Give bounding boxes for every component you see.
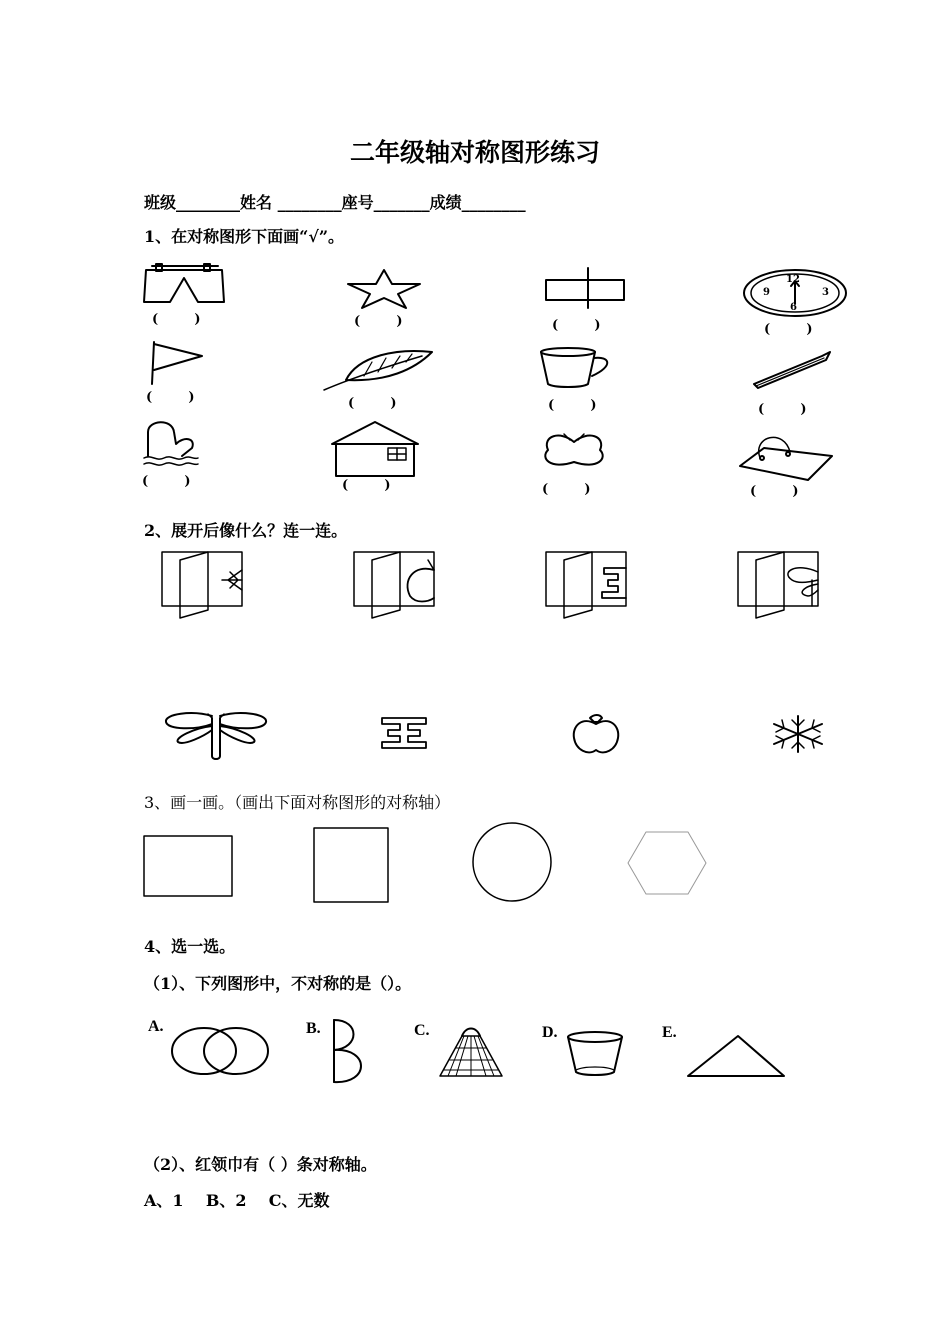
clock-number-6: 6	[790, 302, 797, 313]
clock-number-12: 12	[786, 274, 800, 285]
answer-paren-10[interactable]: ( )	[342, 478, 391, 493]
answer-paren-3[interactable]: ( )	[552, 318, 601, 333]
apple-icon	[570, 712, 622, 756]
page-title: 二年级轴对称图形练习	[349, 138, 600, 167]
q4-sub2-answers[interactable]: A、1 B、2 C、无数	[144, 1191, 330, 1210]
flag-icon	[148, 340, 206, 386]
answer-paren-11[interactable]: ( )	[542, 482, 591, 497]
pencil-icon	[752, 350, 832, 390]
shorts-icon	[142, 264, 228, 306]
folded-apple-icon	[352, 550, 438, 620]
student-info-line[interactable]: 班级________姓名 ________座号_______成绩________	[144, 193, 526, 212]
shuttlecock-icon	[438, 1024, 504, 1080]
house-icon	[330, 420, 420, 478]
answer-paren-7[interactable]: ( )	[548, 398, 597, 413]
bag-icon	[738, 432, 834, 482]
q3-prompt: 3、画一画。（画出下面对称图形的对称轴）	[144, 793, 451, 812]
answer-paren-9[interactable]: ( )	[142, 474, 191, 489]
cross-icon	[544, 266, 626, 310]
option-c-label[interactable]: C.	[414, 1022, 430, 1039]
letter-b-icon	[330, 1018, 374, 1084]
q4-sub1-prompt: （1）、下列图形中，不对称的是（）。	[144, 974, 412, 993]
option-a-label[interactable]: A.	[148, 1018, 164, 1035]
hexagon-icon	[626, 830, 708, 896]
rectangle-icon	[142, 834, 234, 898]
answer-paren-1[interactable]: ( )	[152, 312, 201, 327]
answer-paren-6[interactable]: ( )	[348, 396, 397, 411]
butterfly-icon	[540, 432, 610, 472]
king-glyph-icon	[380, 716, 428, 752]
option-b-label[interactable]: B.	[306, 1020, 321, 1037]
dragonfly-icon	[162, 708, 270, 760]
answer-paren-2[interactable]: ( )	[354, 314, 403, 329]
option-e-label[interactable]: E.	[662, 1024, 677, 1041]
q4-prompt: 4、选一选。	[144, 937, 236, 956]
mitten-icon	[142, 418, 202, 468]
leaf-icon	[322, 346, 434, 392]
star-icon	[346, 268, 422, 308]
q4-sub2-prompt: （2）、红领巾有（ ）条对称轴。	[144, 1155, 377, 1174]
answer-paren-12[interactable]: ( )	[750, 484, 799, 499]
overlapping-circles-icon	[170, 1026, 270, 1076]
folded-snowflake-icon	[160, 550, 246, 620]
clock-number-3: 3	[822, 287, 829, 298]
answer-paren-5[interactable]: ( )	[146, 390, 195, 405]
folded-king-icon	[544, 550, 630, 620]
triangle-icon	[686, 1034, 786, 1078]
bucket-icon	[566, 1030, 624, 1078]
q2-prompt: 2、展开后像什么？连一连。	[144, 521, 348, 540]
answer-paren-4[interactable]: ( )	[764, 322, 813, 337]
cup-icon	[538, 346, 614, 390]
square-icon	[312, 826, 390, 904]
q1-prompt: 1、在对称图形下面画“√”。	[144, 227, 345, 246]
option-d-label[interactable]: D.	[542, 1024, 558, 1041]
answer-paren-8[interactable]: ( )	[758, 402, 807, 417]
snowflake-icon	[766, 712, 830, 756]
clock-number-9: 9	[763, 287, 770, 298]
circle-icon	[470, 820, 554, 904]
folded-dragonfly-icon	[736, 550, 822, 620]
